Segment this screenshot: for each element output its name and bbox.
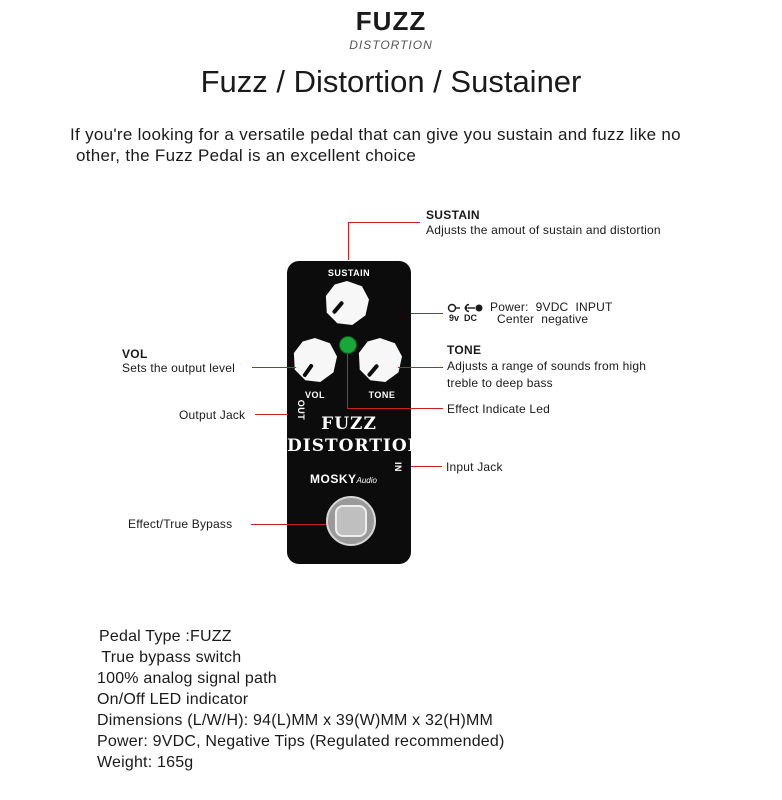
spec-item: True bypass switch [97, 649, 242, 666]
vol-knob-label: VOL [304, 390, 325, 400]
tone-callout-desc-2: treble to deep bass [447, 376, 553, 390]
tone-callout-title: TONE [447, 343, 482, 357]
power-line-2: Center negative [497, 312, 589, 326]
dc-polarity-icon [447, 300, 485, 310]
spec-item: Pedal Type :FUZZ [99, 628, 232, 645]
brand-title: FUZZ [355, 6, 427, 36]
power-line-1: Power: 9VDC INPUT [490, 300, 613, 314]
input-jack-callout-line [411, 466, 442, 467]
logo-text: MOSKY [310, 472, 357, 486]
tone-knob-label: TONE [368, 390, 396, 400]
sustain-knob-label: SUSTAIN [327, 268, 371, 278]
intro-line-2: other, the Fuzz Pedal is an excellent choice [76, 146, 417, 165]
sustain-callout-vline [348, 222, 349, 260]
bypass-callout-line [251, 524, 326, 525]
tone-callout-line [398, 367, 443, 368]
vol-callout-line [252, 367, 296, 368]
pedal-model-line-1: FUZZ [321, 414, 377, 434]
page-headline: Fuzz / Distortion / Sustainer [200, 64, 582, 99]
input-jack-label: Input Jack [446, 460, 503, 474]
intro-line-1: If you're looking for a versatile pedal that can give you sustain and fuzz like no [70, 125, 681, 144]
spec-item: 100% analog signal path [97, 670, 277, 687]
led-callout-hline [347, 408, 443, 409]
spec-item: Dimensions (L/W/H): 94(L)MM x 39(W)MM x 32(H)MM [97, 712, 494, 729]
output-jack-callout-line [255, 414, 288, 415]
pedal-model-line-2: DISTORTION [287, 436, 425, 456]
effect-led [339, 336, 357, 354]
power-symbol-label: 9v DC [449, 313, 478, 323]
vol-callout-desc: Sets the output level [122, 361, 235, 375]
vol-callout-title: VOL [122, 347, 148, 361]
spec-item: Weight: 165g [97, 754, 194, 771]
spec-list [97, 626, 505, 773]
brand-logo [310, 470, 377, 488]
sustain-callout-title: SUSTAIN [426, 208, 480, 222]
spec-item: On/Off LED indicator [97, 691, 249, 708]
intro-text [70, 124, 730, 166]
sustain-callout-hline [348, 222, 420, 223]
out-label: OUT [296, 399, 306, 421]
led-callout-label: Effect Indicate Led [447, 402, 550, 416]
in-label: IN [393, 462, 403, 472]
bypass-callout-label: Effect/True Bypass [128, 517, 233, 531]
led-callout-vline [347, 352, 348, 409]
spec-item: Power: 9VDC, Negative Tips (Regulated recommended) [97, 733, 505, 750]
logo-suffix: Audio [356, 476, 377, 485]
brand-subtitle: DISTORTION [349, 38, 433, 52]
power-callout-line [411, 313, 443, 314]
footswitch-cap [335, 505, 367, 537]
sustain-callout-desc: Adjusts the amout of sustain and distortion [426, 223, 661, 237]
output-jack-label: Output Jack [179, 408, 246, 422]
tone-callout-desc-1: Adjusts a range of sounds from high [447, 359, 647, 373]
